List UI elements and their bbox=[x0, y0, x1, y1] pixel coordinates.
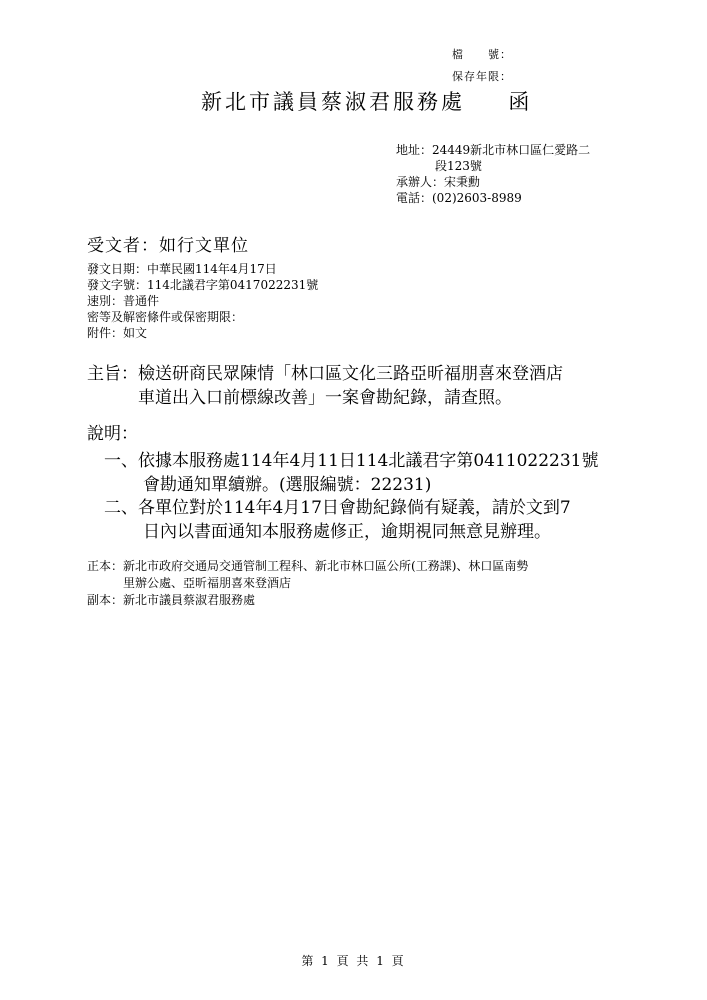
sender-info bbox=[396, 142, 590, 206]
copy-recipients-line: 新北市議員蔡淑君服務處 bbox=[123, 593, 256, 607]
address-line-1: 地址：24449新北市林口區仁愛路二 bbox=[396, 143, 591, 157]
address-line-2: 段123號 bbox=[435, 159, 482, 173]
subject-section bbox=[87, 362, 563, 410]
phone-line: 電話：(02)2603-8989 bbox=[396, 191, 522, 205]
document-title bbox=[201, 86, 532, 116]
handler-line: 承辦人：宋秉勳 bbox=[396, 175, 481, 189]
secrecy-class: 密等及解密條件或保密期限： bbox=[87, 310, 244, 324]
explanation-item-line-1: 依據本服務處114年4月11日114北議君字第0411022231號 bbox=[138, 451, 599, 471]
explanation-item-marker: 一、 bbox=[104, 451, 138, 471]
issue-date: 發文日期：中華民國114年4月17日 bbox=[87, 262, 277, 276]
explanation-item-line-2: 日內以書面通知本服務處修正，逾期視同無意見辦理。 bbox=[143, 522, 551, 542]
main-recipients-label: 正本： bbox=[87, 559, 124, 573]
explanation-item bbox=[104, 496, 571, 544]
main-recipients-line-2: 里辦公處、亞昕福朋喜來登酒店 bbox=[123, 576, 292, 590]
subject-line-1: 檢送研商民眾陳情「林口區文化三路亞昕福朋喜來登酒店 bbox=[138, 364, 563, 384]
distribution-section bbox=[87, 558, 528, 609]
copy-recipients-label: 副本： bbox=[87, 593, 124, 607]
explanation-item-line-2: 會勘通知單續辦。(選服編號：22231) bbox=[143, 475, 432, 495]
explanation-item-line-1: 各單位對於114年4月17日會勘紀錄倘有疑義，請於文到7 bbox=[138, 498, 571, 518]
page-indicator: 第 1 頁 共 1 頁 bbox=[301, 954, 406, 968]
document-type: 函 bbox=[508, 90, 533, 114]
header-fields bbox=[87, 261, 318, 341]
explanation-item bbox=[104, 449, 599, 497]
explanation-label: 說明： bbox=[87, 424, 138, 444]
recipient-line: 受文者：如行文單位 bbox=[87, 236, 249, 256]
subject-label: 主旨： bbox=[87, 364, 138, 384]
document-number: 發文字號：114北議君字第0417022231號 bbox=[87, 278, 319, 292]
issuing-organization: 新北市議員蔡淑君服務處 bbox=[201, 90, 465, 114]
main-recipients-line-1: 新北市政府交通局交通管制工程科、新北市林口區公所(工務課)、林口區南勢 bbox=[123, 559, 529, 573]
file-number-label: 檔 號： bbox=[452, 48, 512, 61]
subject-line-2: 車道出入口前標線改善」一案會勘紀錄，請查照。 bbox=[138, 388, 512, 408]
explanation-item-marker: 二、 bbox=[104, 498, 138, 518]
speed-class: 速別：普通件 bbox=[87, 294, 160, 308]
attachment-line: 附件：如文 bbox=[87, 326, 148, 340]
retention-period-label: 保存年限： bbox=[452, 70, 512, 83]
